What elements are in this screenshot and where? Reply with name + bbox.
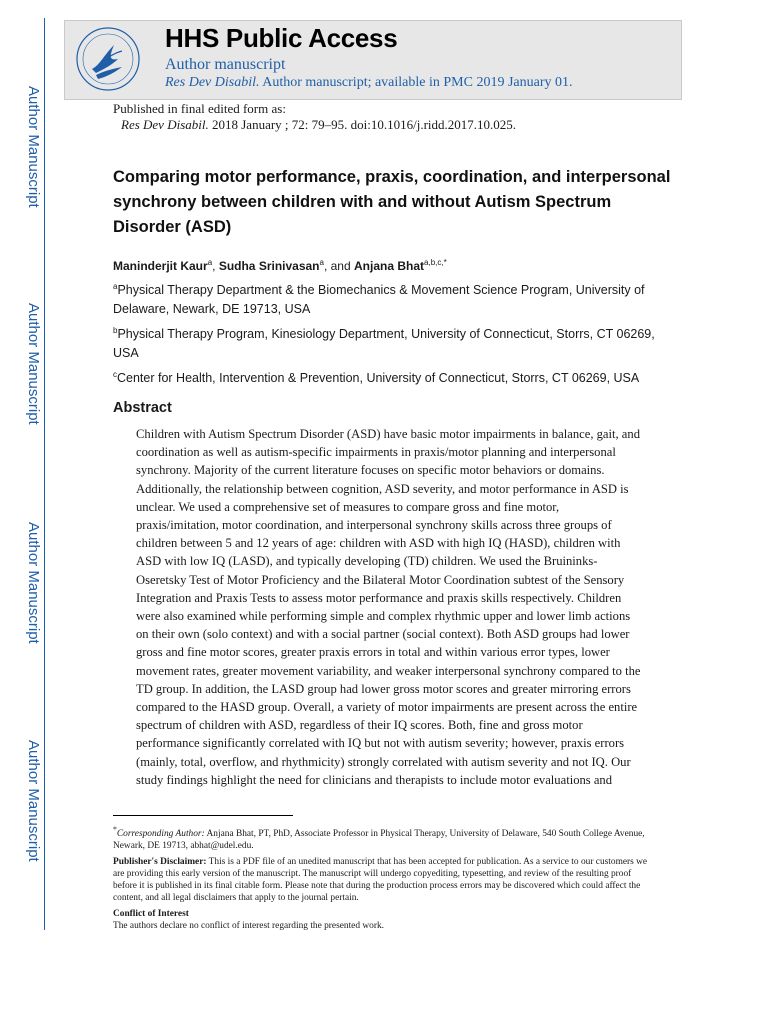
corresponding-label: Corresponding Author: (116, 829, 205, 840)
header-title: HHS Public Access (165, 23, 398, 53)
corresponding-text: Anjana Bhat, PT, PhD, Associate Professor in Physical Therapy, University of Delaware, 540 South College Avenue, Newark, DE 19713, abhat@udel.edu. (113, 829, 645, 852)
author-affil-mark: a (319, 258, 324, 267)
corresponding-author-note (113, 824, 653, 852)
affiliation-text: Physical Therapy Department & the Biomechanics & Movement Science Program, University of Delaware, Newark, DE 19713, USA (113, 283, 645, 317)
header-availability (165, 75, 573, 91)
affiliation (113, 365, 658, 388)
paper-title: Comparing motor performance, praxis, coordination, and interpersonal synchrony between children with and without Autism Spectrum Disorder (ASD) (113, 168, 671, 236)
published-citation (121, 117, 516, 133)
affiliation (113, 277, 658, 319)
side-banner-label: Author Manuscript (25, 303, 42, 425)
disclaimer-label: Publisher's Disclaimer: (113, 857, 207, 868)
author-list (113, 258, 447, 273)
affiliation-text: Physical Therapy Program, Kinesiology Department, University of Connecticut, Storrs, CT 06269, USA (113, 327, 655, 361)
side-banner-rule (44, 18, 45, 930)
header-journal: Res Dev Disabil. (165, 75, 260, 90)
abstract-heading: Abstract (113, 400, 172, 416)
author-separator: , (212, 259, 219, 273)
header-availability-text: Author manuscript; available in PMC 2019 January 01. (259, 75, 573, 90)
author-name: Sudha Srinivasan (218, 259, 320, 273)
publisher-disclaimer (113, 856, 653, 904)
side-banner-label: Author Manuscript (25, 86, 42, 208)
footnotes (113, 824, 653, 936)
abstract-body: Children with Autism Spectrum Disorder (ASD) have basic motor impairments in balance, gait, and coordination as well as autism-specific impairments in praxis/motor planning and interpersonal synchrony. Majority of the current literature focuses on specific motor behaviors or domains. Additionally, the relationship between cognition, ASD severity, and motor performance in ASD is unclear. We used a comprehensive set of measures to compare gross and fine motor, praxis/imitation, motor coordination, and interpersonal synchrony skills across three groups of children between 5 and 12 years of age: children with ASD with high IQ (HASD), children with ASD with low IQ (LASD), and typically developing (TD) children. We used the Bruininks-Oseretsky Test of Motor Proficiency and the Bilateral Motor Coordination subtest of the Sensory Integration and Praxis Tests to assess motor performance and praxis skills respectively. Children were also examined while performing simple and complex rhythmic upper and lower limb actions on their own (solo context) and with a social partner (social context). Both ASD groups had lower gross and fine motor scores, greater praxis errors in total and within various error types, lower movement rates, greater movement variability, and weaker interpersonal synchrony compared to the TD group. In addition, the LASD group had lower gross motor scores and greater mirroring errors compared to the HASD group. Overall, a variety of motor impairments are present across the entire spectrum of children with ASD, regardless of their IQ scores. Both, fine and gross motor performance significantly correlated with IQ but not with autism severity; however, praxis errors (mainly, total, overflow, and rhythmicity) strongly correlated with autism severity and not IQ. Our study findings highlight the need for clinicians and therapists to include motor evaluations and (136, 427, 641, 787)
affiliation (113, 321, 658, 363)
citation-journal: Res Dev Disabil. (121, 117, 209, 132)
citation-text: 2018 January ; 72: 79–95. doi:10.1016/j.ridd.2017.10.025. (208, 117, 517, 132)
published-label: Published in final edited form as: (113, 101, 286, 116)
author-separator: , and (323, 259, 354, 273)
author-affil-mark: a (207, 258, 213, 267)
affiliation-text: Center for Health, Intervention & Prevention, University of Connecticut, Storrs, CT 06269, USA (117, 371, 640, 386)
author-name: Maninderjit Kaur (113, 259, 208, 273)
affiliation-mark: b (113, 326, 118, 335)
author-affil-mark: a,b,c,* (424, 258, 447, 267)
affiliation-mark: a (113, 282, 118, 291)
affiliation-mark: c (113, 370, 117, 379)
conflict-heading: Conflict of Interest (113, 909, 189, 920)
side-banner-label: Author Manuscript (25, 522, 42, 644)
disclaimer-text: This is a PDF file of an unedited manuscript that has been accepted for publication. As a service to our customers we are providing this early version of the manuscript. The manuscript will undergo copyediting, typesetting, and review of the resulting proof before it is published in its final citable form. Please note that during the production process errors may be discovered which could affect the content, and all legal disclaimers that apply to the journal pertain. (113, 857, 648, 904)
side-banner-label: Author Manuscript (25, 740, 42, 862)
footnote-rule (113, 815, 293, 816)
conflict-text: The authors declare no conflict of interest regarding the presented work. (113, 921, 384, 932)
hhs-logo-icon (74, 25, 142, 93)
author-name: Anjana Bhat (354, 259, 425, 273)
header-subtitle: Author manuscript (165, 56, 286, 73)
corresponding-mark: * (113, 825, 117, 834)
